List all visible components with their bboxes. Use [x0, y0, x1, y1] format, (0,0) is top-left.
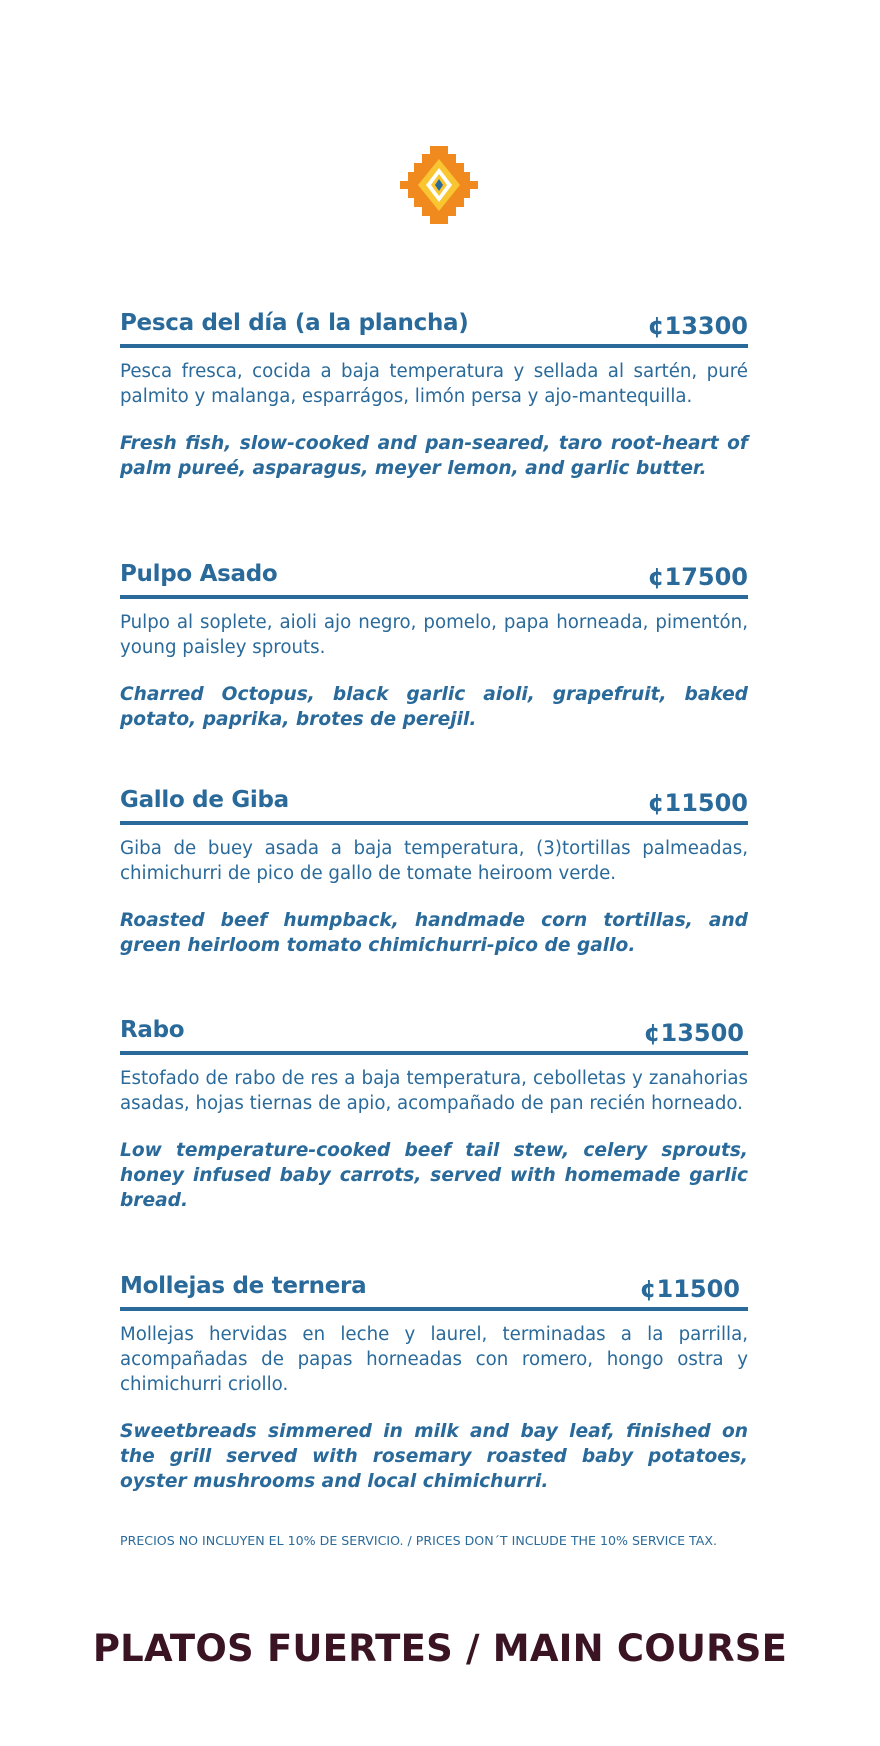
dish-name: Gallo de Giba: [120, 787, 289, 813]
menu-item: [120, 1273, 748, 1494]
dish-name: Mollejas de ternera: [120, 1273, 367, 1299]
dish-name: Pulpo Asado: [120, 561, 278, 587]
divider: [120, 1051, 748, 1055]
description-en: Charred Octopus, black garlic aioli, grapefruit, baked potato, paprika, brotes de perejil.: [120, 684, 748, 730]
dish-name: Pesca del día (a la plancha): [120, 310, 469, 336]
diamond-ornament-icon: [400, 146, 478, 224]
service-tax-note: PRECIOS NO INCLUYEN EL 10% DE SERVICIO. / PRICES DON´T INCLUDE THE 10% SERVICE TAX.: [120, 1533, 717, 1548]
description-en: Roasted beef humpback, handmade corn tortillas, and green heirloom tomato chimichurri-pico de gallo.: [120, 910, 748, 956]
description-es: Pesca fresca, cocida a baja temperatura y sellada al sartén, puré palmito y malanga, esparrágos, limón persa y ajo-mantequilla.: [120, 361, 748, 407]
divider: [120, 1307, 748, 1311]
section-title: PLATOS FUERTES / MAIN COURSE: [92, 1627, 788, 1670]
menu-item: [120, 561, 748, 732]
dish-price: ¢17500: [647, 563, 748, 591]
dish-price: ¢13300: [647, 312, 748, 340]
dish-name: Rabo: [120, 1017, 185, 1043]
description-es: Mollejas hervidas en leche y laurel, terminadas a la parrilla, acompañadas de papas horneadas con romero, hongo ostra y chimichurri criollo.: [120, 1324, 748, 1395]
menu-item: [120, 787, 748, 958]
description-es: Giba de buey asada a baja temperatura, (3)tortillas palmeadas, chimichurri de pico de gallo de tomate heiroom verde.: [120, 838, 748, 884]
description-en: Fresh fish, slow-cooked and pan-seared, taro root-heart of palm pureé, asparagus, meyer lemon, and garlic butter.: [120, 433, 748, 479]
menu-item: [120, 1017, 748, 1213]
dish-price: ¢11500: [647, 789, 748, 817]
description-es: Estofado de rabo de res a baja temperatura, cebolletas y zanahorias asadas, hojas tiernas de apio, acompañado de pan recién horneado.: [120, 1068, 748, 1114]
divider: [120, 595, 748, 599]
dish-price: ¢13500: [643, 1019, 744, 1047]
description-es: Pulpo al soplete, aioli ajo negro, pomelo, papa horneada, pimentón, young paisley sprouts.: [120, 612, 748, 658]
description-en: Sweetbreads simmered in milk and bay leaf, finished on the grill served with rosemary roasted baby potatoes, oyster mushrooms and local chimichurri.: [120, 1421, 748, 1492]
description-en: Low temperature-cooked beef tail stew, celery sprouts, honey infused baby carrots, served with homemade garlic bread.: [120, 1140, 748, 1211]
menu-item: [120, 310, 748, 481]
divider: [120, 344, 748, 348]
divider: [120, 821, 748, 825]
dish-price: ¢11500: [639, 1275, 740, 1303]
